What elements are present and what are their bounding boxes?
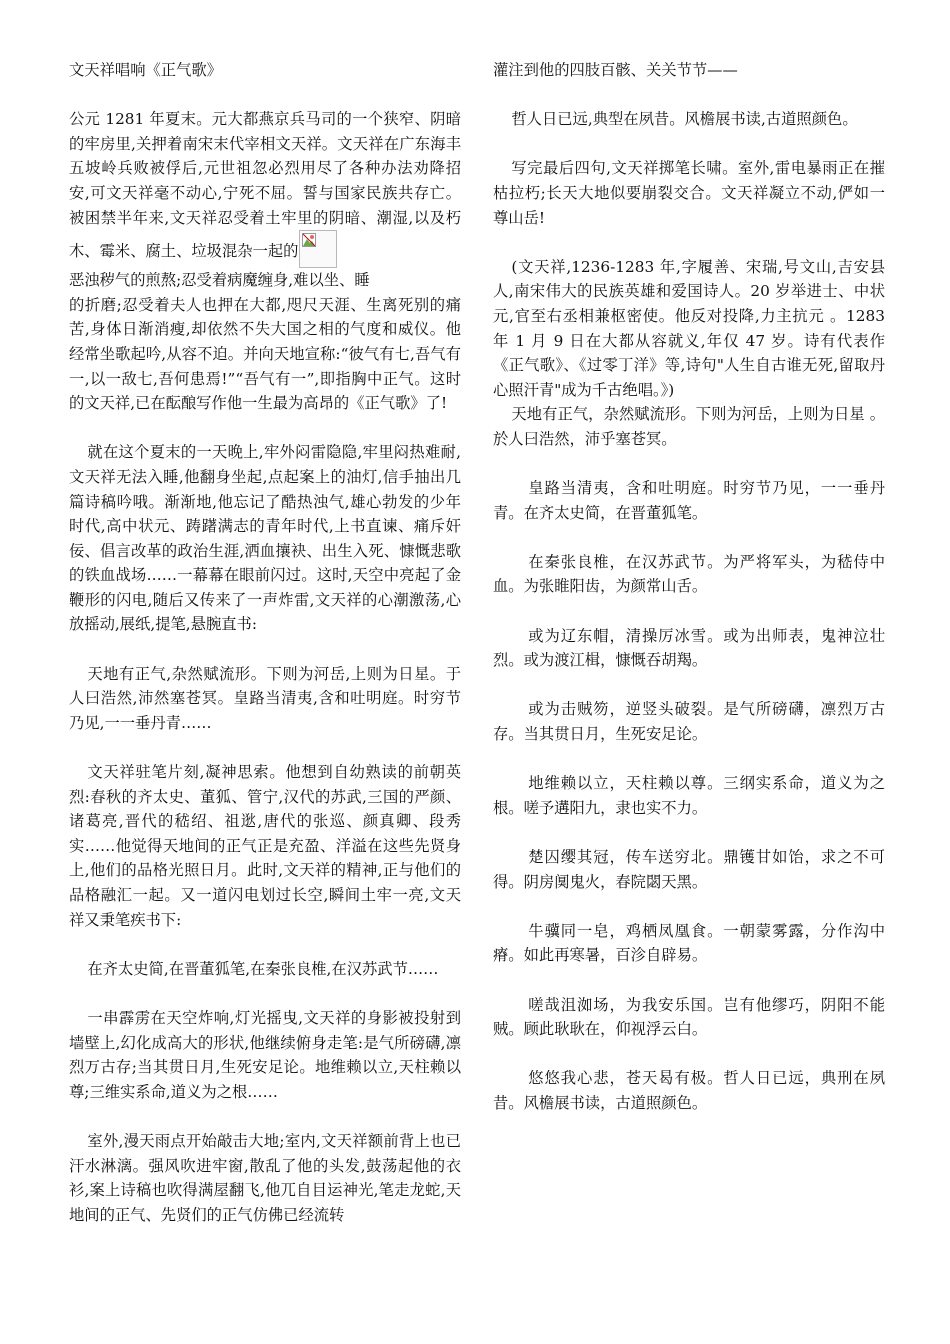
paragraph-1-text-b: 恶浊秽气的煎熬;忍受着病魔缠身,难以坐、睡	[69, 271, 370, 290]
paragraph-1-text-c: 的折磨;忍受着夫人也押在大都,咫尺天涯、生离死别的痛苦,身体日渐消瘦,却依然不失大国之相的气度和威仪。他经常坐歌起吟,从容不迫。并向天地宣称:“彼气有七,吾气有一,以一敌七,吾何患焉!”“吾气有一”,即指胸中正气。这时的文天祥,已在酝酿写作他一生最为高昂的《正气歌》了!	[69, 295, 461, 413]
right-paragraph-5: 天地有正气，杂然赋流形。下则为河岳，上则为日星 。於人曰浩然，沛乎塞苍冥。	[493, 405, 885, 448]
right-paragraph-2: 哲人日已远,典型在夙昔。风檐展书读,古道照颜色。	[511, 110, 858, 129]
verse-5: 地维赖以立，天柱赖以尊。三纲实系命，道义为之根。嗟予遘阳九，隶也实不力。	[493, 774, 885, 817]
verse-2: 在秦张良椎，在汉苏武节。为严将军头，为嵇侍中血。为张睢阳齿，为颜常山舌。	[493, 552, 885, 596]
right-paragraph-3: 写完最后四句,文天祥掷笔长啸。室外,雷电暴雨正在摧枯拉朽;长天大地似要崩裂交合。文天祥凝立不动,俨如一尊山岳!	[493, 159, 885, 227]
paragraph-4: 文天祥驻笔片刻,凝神思索。他想到自幼熟读的前朝英烈:春秋的齐太史、董狐、管宁,汉代的苏武,三国的严颜、诸葛亮,晋代的嵇绍、祖逖,唐代的张巡、颜真卿、段秀实……他觉得天地间的正气正是充盈、洋溢在这些先贤身上,他们的品格光照日月。此时,文天祥的精神,正与他们的品格融汇一起。又一道闪电划过长空,瞬间土牢一亮,文天祥又秉笔疾书下:	[69, 763, 461, 929]
verse-4: 或为击贼笏，逆竖头破裂。是气所磅礴，凛烈万古存。当其贯日月，生死安足论。	[493, 700, 885, 744]
right-column	[493, 58, 885, 1140]
verse-1: 皇路当清夷，含和吐明庭。时穷节乃见，一一垂丹青。在齐太史简，在晋董狐笔。	[493, 479, 885, 522]
broken-image-icon	[299, 230, 337, 268]
paragraph-5: 在齐太史简,在晋董狐笔,在秦张良椎,在汉苏武节……	[87, 959, 439, 978]
verse-9: 悠悠我心悲，苍天曷有极。哲人日已远，典刑在夙昔。风檐展书读，古道照颜色。	[493, 1069, 885, 1112]
article-title: 文天祥唱响《正气歌》	[69, 61, 222, 79]
paragraph-2: 就在这个夏末的一天晚上,牢外闷雷隐隐,牢里闷热难耐,文天祥无法入睡,他翻身坐起,点起案上的油灯,信手抽出几篇诗稿吟哦。渐渐地,他忘记了酷热浊气,雄心勃发的少年时代,高中状元、踌躇满志的青年时代,上书直谏、痛斥奸佞、倡言改革的政治生涯,洒血攘袂、出生入死、慷慨悲歌的铁血战场……一幕幕在眼前闪过。这时,天空中亮起了金鞭形的闪电,随后又传来了一声炸雷,文天祥的心潮激荡,心放摇动,展纸,提笔,悬腕直书:	[69, 443, 461, 634]
verse-7: 牛骥同一皂，鸡栖凤凰食。一朝蒙雾露，分作沟中瘠。如此再寒暑，百沴自辟易。	[493, 921, 885, 965]
paragraph-1	[69, 107, 461, 416]
paragraph-1-text: 公元 1281 年夏末。元大都燕京兵马司的一个狭窄、阴暗的牢房里,关押着南宋末代宰相文天祥。文天祥在广东海丰五坡岭兵败被俘后,元世祖忽必烈用尽了各种办法劝降招安,可文天祥毫不动心,宁死不屈。誓与国家民族共存亡。被困禁半年来,文天祥忍受着土牢里的阴暗、潮湿,以及朽木、霉米、腐土、垃圾混杂一起的	[69, 110, 461, 261]
paragraph-3: 天地有正气,杂然赋流形。下则为河岳,上则为日星。于人曰浩然,沛然塞苍冥。皇路当清夷,含和吐明庭。时穷节乃见,一一垂丹青……	[69, 664, 461, 732]
verse-3: 或为辽东帽，清操厉冰雪。或为出师表，鬼神泣壮烈。或为渡江楫，慷慨吞胡羯。	[493, 626, 885, 670]
right-paragraph-4: (文天祥,1236-1283 年,字履善、宋瑞,号文山,吉安县人,南宋伟大的民族英雄和爱国诗人。20 岁举进士、中状元,官至右丞相兼枢密使。他反对投降,力主抗元 。1283 年 1 月 9 日在大都从容就义,年仅 47 岁。诗有代表作《正气歌》、《过零丁洋》等,诗句"人生自古谁无死,留取丹心照汗青"成为千古绝唱。》)	[493, 257, 885, 399]
verse-8: 嗟哉沮洳场，为我安乐国。岂有他缪巧，阴阳不能贼。顾此耿耿在，仰视浮云白。	[493, 995, 885, 1039]
verse-6: 楚囚缨其冠，传车送穷北。鼎镬甘如饴，求之不可得。阴房阒鬼火，春院閟天黑。	[493, 848, 885, 891]
right-paragraph-1: 灌注到他的四肢百骸、关关节节——	[493, 61, 738, 79]
paragraph-7: 室外,漫天雨点开始敲击大地;室内,文天祥额前背上也已汗水淋漓。强风吹进牢窗,散乱了他的头发,鼓荡起他的衣衫,案上诗稿也吹得满屋翻飞,他兀自目运神光,笔走龙蛇,天地间的正气、先贤们的正气仿佛已经流转	[69, 1131, 461, 1224]
paragraph-6: 一串霹雳在天空炸响,灯光摇曳,文天祥的身影被投射到墙壁上,幻化成高大的形状,他继续俯身走笔:是气所磅礴,凛烈万古存;当其贯日月,生死安足论。地维赖以立,天柱赖以尊;三维实系命,道义为之根……	[69, 1008, 461, 1101]
left-column	[69, 58, 461, 1227]
